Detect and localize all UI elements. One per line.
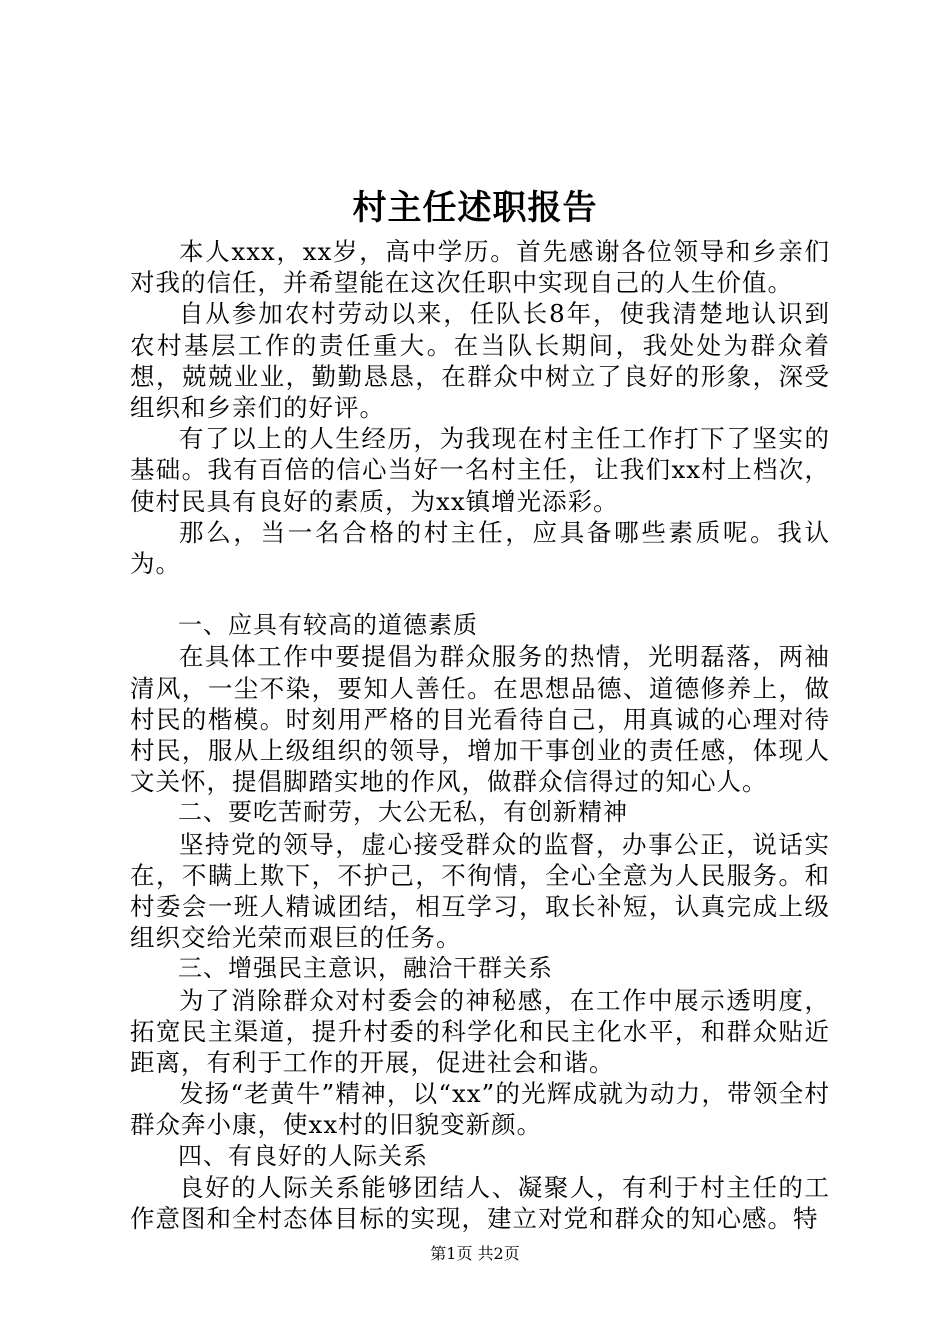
section-text-3a: 为了消除群众对村委会的神秘感，在工作中展示透明度，拓宽民主渠道，提升村委的科学化和民主化水平，和群众贴近距离，有利于工作的开展，促进社会和谐。 [130, 985, 830, 1078]
section-heading-4: 四、有良好的人际关系 [178, 1141, 428, 1170]
section-heading-3: 三、增强民主意识，融洽干群关系 [178, 954, 553, 983]
document-body [130, 236, 830, 1234]
intro-paragraph: 本人xxx，xx岁，高中学历。首先感谢各位领导和乡亲们对我的信任，并希望能在这次任职中实现自己的人生价值。 [130, 237, 830, 298]
section-heading-1: 一、应具有较高的道德素质 [178, 611, 478, 640]
section-text-3b: 发扬“老黄牛”精神，以“xx”的光辉成就为动力，带领全村群众奔小康，使xx村的旧貌变新颜。 [130, 1079, 830, 1140]
foundation-paragraph: 有了以上的人生经历，为我现在村主任工作打下了坚实的基础。我有百倍的信心当好一名村主任，让我们xx村上档次，使村民具有良好的素质，为xx镇增光添彩。 [130, 424, 830, 516]
section-text-1: 在具体工作中要提倡为群众服务的热情，光明磊落，两袖清风，一尘不染，要知人善任。在思想品德、道德修养上，做村民的楷模。时刻用严格的目光看待自己，用真诚的心理对待村民，服从上级组织的领导，增加干事创业的责任感，体现人文关怀，提倡脚踏实地的作风，做群众信得过的知心人。 [130, 642, 830, 797]
blank-line [130, 579, 830, 610]
section-text-2: 坚持党的领导，虚心接受群众的监督，办事公正，说话实在，不瞒上欺下，不护己，不徇情，全心全意为人民服务。和村委会一班人精诚团结，相互学习，取长补短，认真完成上级组织交给光荣而艰巨的任务。 [130, 829, 830, 953]
document-title: 村主任述职报告 [352, 188, 598, 228]
experience-paragraph: 自从参加农村劳动以来，任队长8年，使我清楚地认识到农村基层工作的责任重大。在当队长期间，我处处为群众着想，兢兢业业，勤勤恳恳，在群众中树立了良好的形象，深受组织和乡亲们的好评。 [130, 299, 830, 423]
page-number-footer: 第1页 共2页 [430, 1244, 520, 1263]
section-heading-2: 二、要吃苦耐劳，大公无私，有创新精神 [178, 798, 628, 827]
section-text-4: 良好的人际关系能够团结人、凝聚人，有利于村主任的工作意图和全村态体目标的实现，建立对党和群众的知心感。特 [130, 1172, 830, 1234]
qualities-question-paragraph: 那么，当一名合格的村主任，应具备哪些素质呢。我认为。 [130, 517, 830, 579]
